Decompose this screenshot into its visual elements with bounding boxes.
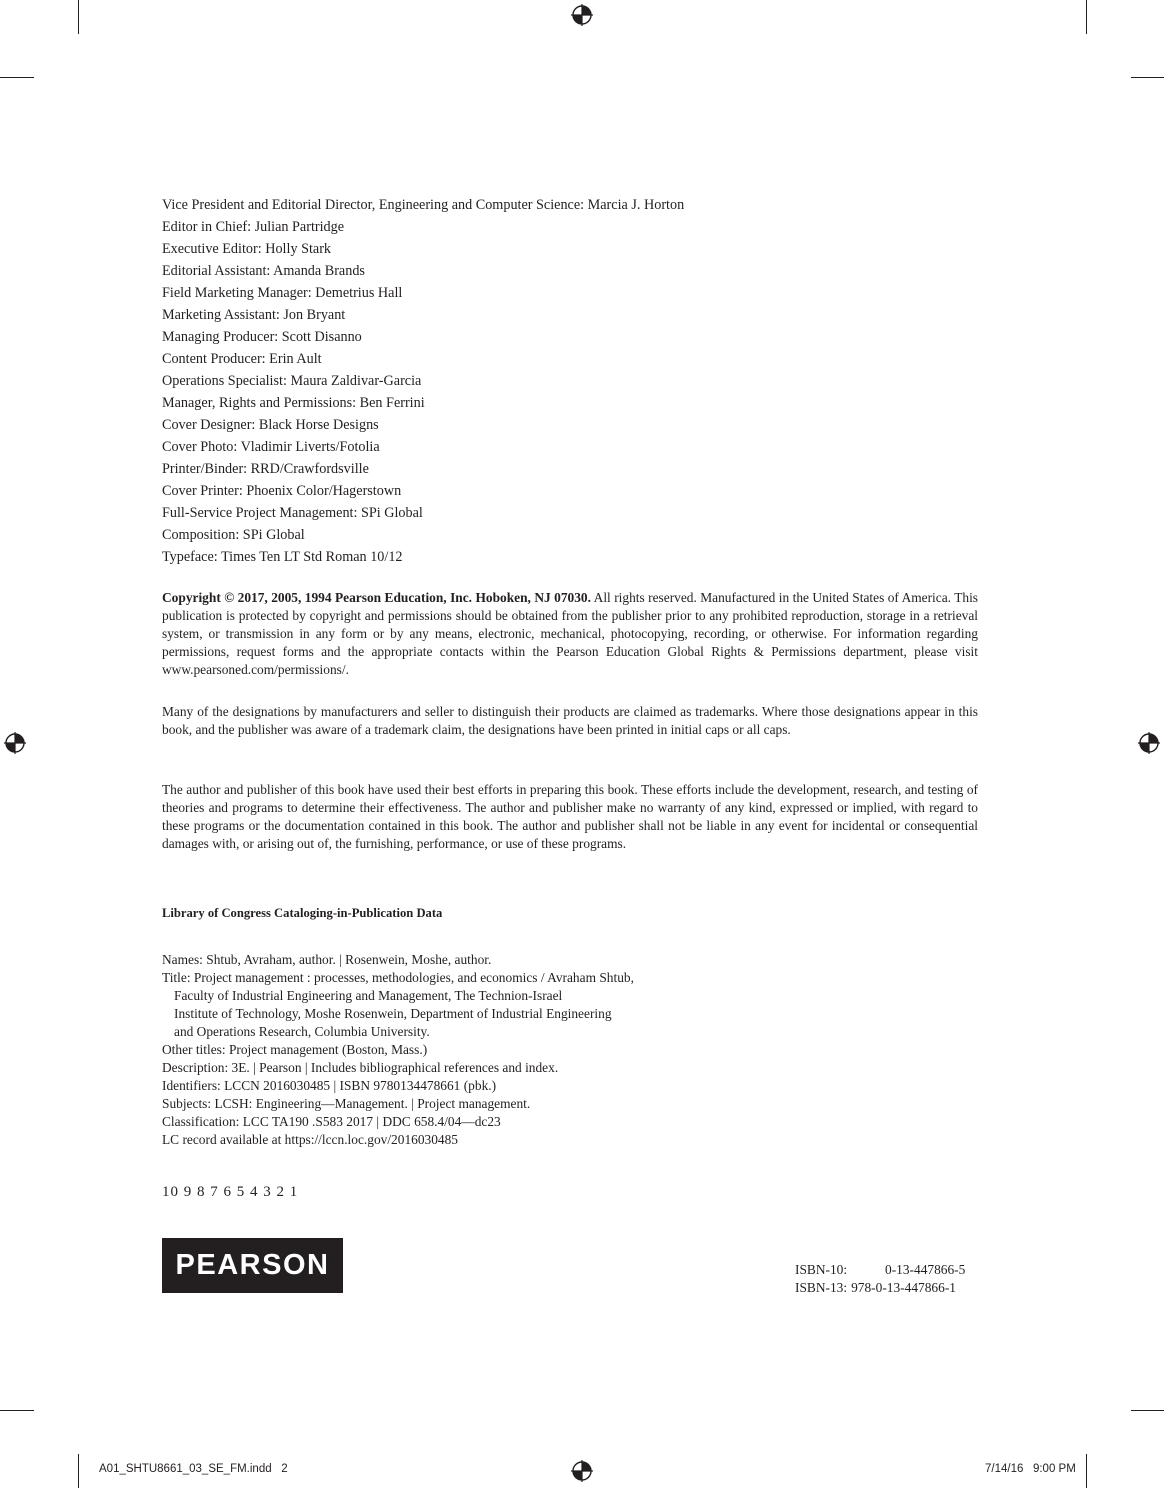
credit-line: Typeface: Times Ten LT Std Roman 10/12 — [162, 549, 403, 565]
crop-mark-top-left-horizontal — [0, 77, 34, 78]
credit-line: Editor in Chief: Julian Partridge — [162, 219, 345, 235]
cip-other-titles: Other titles: Project management (Boston, Mass.) — [162, 1042, 428, 1057]
slug-timestamp: 7/14/16 9:00 PM — [985, 1463, 1076, 1475]
crop-mark-bottom-left-vertical — [78, 1454, 79, 1488]
crop-mark-top-right-horizontal — [1131, 77, 1164, 78]
crop-mark-top-right-vertical — [1086, 0, 1087, 34]
isbn-10-row — [795, 1261, 965, 1279]
registration-mark-top-icon — [571, 4, 593, 26]
cip-heading: Library of Congress Cataloging-in-Publication Data — [162, 906, 443, 920]
credit-line: Vice President and Editorial Director, Engineering and Computer Science: Marcia J. Horton — [162, 197, 685, 213]
copyright-text: All rights reserved. Manufactured in the United States of America. This publication is protected by copyright and permissions should be obtained from the publisher prior to any prohibited reproduction, storage in a retrieval system, or transmission in any form or by any means, electronic, mechanical, photocopying, recording, or otherwise. For information regarding permissions, request forms and the appropriate contacts within the Pearson Education Global Rights & Permissions department, please visit www.pearsoned.com/permissions/. — [162, 590, 979, 677]
credit-line: Cover Photo: Vladimir Liverts/Fotolia — [162, 439, 380, 455]
isbn-label: ISBN-13: — [795, 1280, 848, 1295]
credit-line: Full-Service Project Management: SPi Global — [162, 505, 423, 521]
cip-classification: Classification: LCC TA190 .S583 2017 | DDC 658.4/04—dc23 — [162, 1114, 501, 1129]
disclaimer-paragraph: The author and publisher of this book have used their best efforts in preparing this book. These efforts include the development, research, and testing of theories and programs to determine their effectiveness. The author and publisher make no warranty of any kind, expressed or implied, with regard to these programs or the documentation contained in this book. The author and publisher shall not be liable in any event for incidental or consequential damages with, or arising out of, the furnishing, performance, or use of these programs. — [162, 782, 978, 851]
registration-mark-bottom-icon — [571, 1460, 593, 1482]
cip-title-continued: and Operations Research, Columbia University. — [174, 1024, 430, 1039]
cip-description: Description: 3E. | Pearson | Includes bibliographical references and index. — [162, 1060, 559, 1075]
credit-line: Cover Designer: Black Horse Designs — [162, 417, 379, 433]
cip-identifiers: Identifiers: LCCN 2016030485 | ISBN 9780134478661 (pbk.) — [162, 1078, 497, 1093]
credit-line: Printer/Binder: RRD/Crawfordsville — [162, 461, 369, 477]
logo-text: PEARSON — [175, 1249, 330, 1281]
isbn-value: 0-13-447866-5 — [885, 1262, 966, 1277]
credit-line: Manager, Rights and Permissions: Ben Ferrini — [162, 395, 425, 411]
cip-names: Names: Shtub, Avraham, author. | Rosenwein, Moshe, author. — [162, 952, 492, 967]
crop-mark-bottom-left-horizontal — [0, 1410, 34, 1411]
copyright-lead: Copyright © 2017, 2005, 1994 Pearson Education, Inc. Hoboken, NJ 07030. — [162, 590, 591, 605]
credit-line: Composition: SPi Global — [162, 527, 305, 543]
credit-line: Field Marketing Manager: Demetrius Hall — [162, 285, 403, 301]
slug-filename: A01_SHTU8661_03_SE_FM.indd 2 — [99, 1463, 288, 1475]
isbn-13-row — [795, 1279, 965, 1297]
copyright-paragraph — [162, 589, 978, 679]
cip-title-continued: Faculty of Industrial Engineering and Management, The Technion-Israel — [174, 988, 563, 1003]
crop-mark-bottom-right-horizontal — [1131, 1410, 1164, 1411]
credit-line: Managing Producer: Scott Disanno — [162, 329, 362, 345]
credit-line: Executive Editor: Holly Stark — [162, 241, 332, 257]
credit-line: Content Producer: Erin Ault — [162, 351, 322, 367]
cip-data — [162, 951, 634, 1149]
crop-mark-bottom-right-vertical — [1086, 1454, 1087, 1488]
registration-mark-right-icon — [1138, 732, 1160, 754]
cip-title: Title: Project management : processes, methodologies, and economics / Avraham Shtub, — [162, 970, 634, 985]
crop-mark-top-left-vertical — [78, 0, 79, 34]
trademarks-paragraph: Many of the designations by manufacturers and seller to distinguish their products are claimed as trademarks. Where those designations appear in this book, and the publisher was aware of a trademark claim, the designations have been printed in initial caps or all caps. — [162, 704, 978, 737]
isbn-block — [795, 1261, 965, 1297]
isbn-label: ISBN-10: — [795, 1262, 848, 1277]
cip-subjects: Subjects: LCSH: Engineering—Management. | Project management. — [162, 1096, 531, 1111]
cip-title-continued: Institute of Technology, Moshe Rosenwein, Department of Industrial Engineering — [174, 1006, 612, 1021]
isbn-value: 978-0-13-447866-1 — [851, 1280, 956, 1295]
credit-line: Operations Specialist: Maura Zaldivar-Garcia — [162, 373, 422, 389]
registration-mark-left-icon — [4, 732, 26, 754]
production-credits — [162, 194, 684, 568]
printer-key: 10 9 8 7 6 5 4 3 2 1 — [162, 1184, 299, 1200]
credit-line: Cover Printer: Phoenix Color/Hagerstown — [162, 483, 402, 499]
pearson-logo — [162, 1238, 343, 1293]
cip-lc-record: LC record available at https://lccn.loc.gov/2016030485 — [162, 1132, 459, 1147]
credit-line: Marketing Assistant: Jon Bryant — [162, 307, 346, 323]
credit-line: Editorial Assistant: Amanda Brands — [162, 263, 365, 279]
